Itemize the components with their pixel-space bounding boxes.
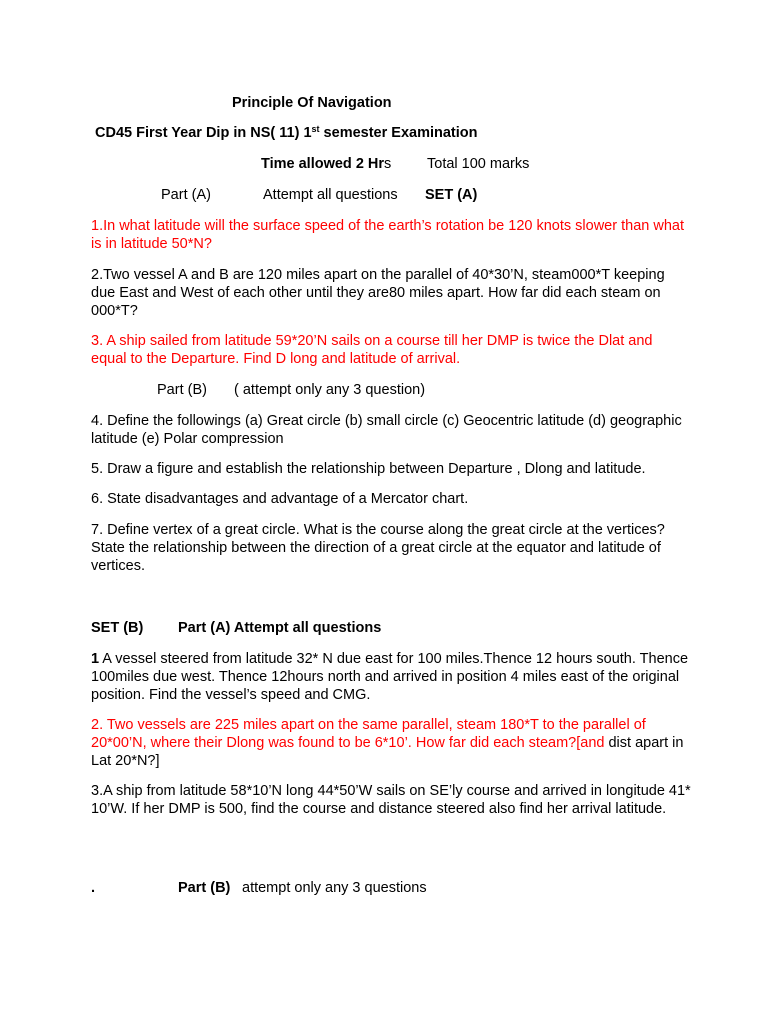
- time-allowed-line: Time allowed 2 Hrs: [261, 156, 392, 172]
- set-b-question-3: 3.A ship from latitude 58*10’N long 44*50’W sails on SE’ly course and arrived in longitude 41* 10’W. If her DMP is 500, find the course and distance steered also find her arrival latitude.: [91, 783, 691, 817]
- set-a-question-1: 1.In what latitude will the surface speed of the earth’s rotation be 120 knots slower than what is in latitude 50*N?: [91, 218, 684, 252]
- exam-heading: CD45 First Year Dip in NS( 11) 1st semester Examination: [95, 124, 478, 141]
- set-b-question-2: 2. Two vessels are 225 miles apart on the same parallel, steam 180*T to the parallel of 20*00’N, where their Dlong was found to be 6*10’. How far did each steam?[and dist apart in Lat 20*N?]: [91, 717, 684, 769]
- set-a-question-5: 5. Draw a figure and establish the relationship between Departure , Dlong and latitude.: [91, 461, 646, 477]
- document-title: Principle Of Navigation: [232, 95, 392, 111]
- set-a-label: SET (A): [425, 187, 478, 203]
- set-a-part-b-instruction: ( attempt only any 3 question): [234, 382, 426, 398]
- set-b-part-a-heading: Part (A) Attempt all questions: [178, 620, 382, 636]
- set-a-part-a-instruction: Attempt all questions: [263, 187, 398, 203]
- set-a-question-3: 3. A ship sailed from latitude 59*20’N sails on a course till her DMP is twice the Dlat and equal to the Departure. Find D long and latitude of arrival.: [91, 333, 653, 367]
- list-bullet-dot: .: [91, 880, 96, 896]
- set-b-label: SET (B): [91, 620, 144, 636]
- set-a-part-a-label: Part (A): [161, 187, 211, 203]
- set-a-question-4: 4. Define the followings (a) Great circle (b) small circle (c) Geocentric latitude (d) geographic latitude (e) Polar compression: [91, 413, 682, 447]
- set-a-question-6: 6. State disadvantages and advantage of a Mercator chart.: [91, 491, 469, 507]
- set-b-question-1: 1 A vessel steered from latitude 32* N due east for 100 miles.Thence 12 hours south. Thence 100miles due west. Thence 12hours north and arrived in position 4 miles east of the original position. Find the vessel’s speed and CMG.: [91, 651, 689, 703]
- set-b-part-b-instruction: attempt only any 3 questions: [242, 880, 427, 896]
- set-a-question-2: 2.Two vessel A and B are 120 miles apart on the parallel of 40*30’N, steam000*T keeping due East and West of each other until they are80 miles apart. How far did each steam on 000*T?: [91, 267, 665, 319]
- set-a-question-7: 7. Define vertex of a great circle. What is the course along the great circle at the vertices? State the relationship between the direction of a great circle at the equator and latitude of vertices.: [91, 522, 665, 574]
- set-b-part-b-label: Part (B): [178, 880, 231, 896]
- total-marks: Total 100 marks: [427, 156, 530, 172]
- set-a-part-b-label: Part (B): [157, 382, 207, 398]
